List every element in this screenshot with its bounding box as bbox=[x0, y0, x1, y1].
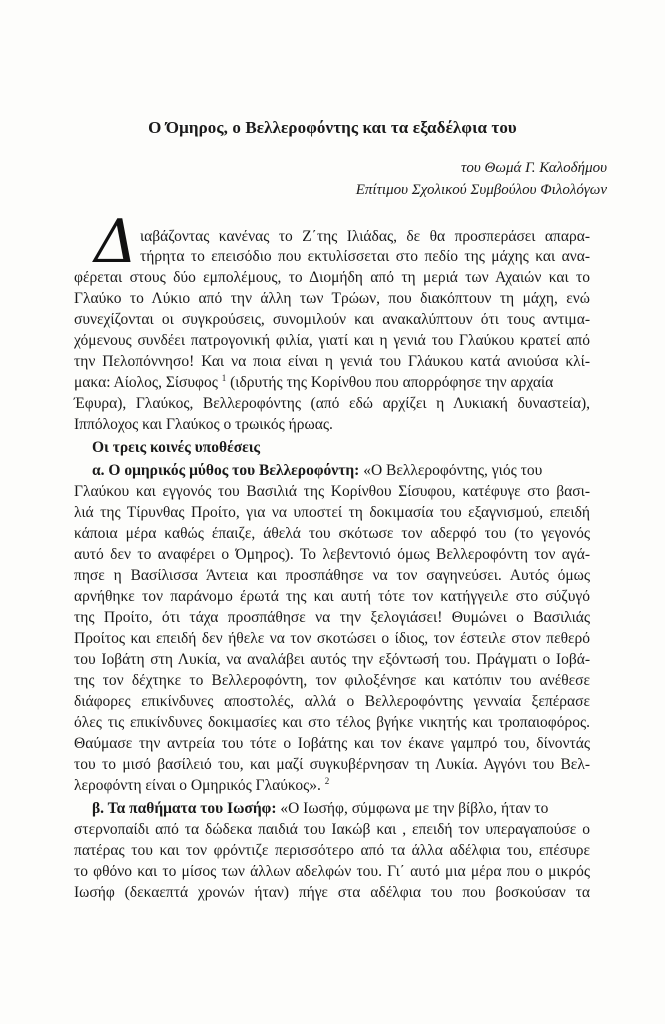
body-line: Προίτος και επειδή δεν ήθελε να τον σκοτώσει ο ίδιος, τον έστειλε στον πεθερό bbox=[74, 630, 590, 647]
body-line: την Πελοπόννησο! Και να ποια είναι η γενιά του Γλάυκου κατά ανιούσα κλί- bbox=[74, 353, 590, 370]
footnote-ref: 2 bbox=[324, 775, 330, 786]
body-line: κάποια μέρα καθώς έπαιζε, άθελά του σκότωσε τον αδερφό του (το γεγονός bbox=[74, 525, 590, 542]
body-line: της Προίτο, ότι τάχα προσπάθησε να την ξελογιάσει! Θυμώνει ο Βασιλιάς bbox=[74, 609, 590, 626]
body-text: (ιδρυτής της Κορίνθου που απορρόφησε την αρχαία bbox=[230, 374, 554, 391]
body-line: διάφορες επικίνδυνες αποστολές, αλλά ο Βελλεροφόντης γενναία ξεπέρασε bbox=[74, 693, 590, 710]
body-line: του το μισό βασίλειό του, και μαζί συγκυβέρνησαν τη Λυκία. Αγγόνι του Βελ- bbox=[74, 756, 590, 773]
body-line: αρνήθηκε τον παράνομο έρωτά της και αυτή τότε τον κατήγγειλε στο σύζυγό bbox=[74, 588, 590, 605]
body-line: τήρητα το επεισόδιο που εκτυλίσσεται στο πεδίο της μάχης και ανα- bbox=[140, 248, 590, 265]
section-a-label: α. Ο ομηρικός μύθος του Βελλεροφόντη: bbox=[92, 462, 360, 479]
section-heading: Οι τρεις κοινές υποθέσεις bbox=[92, 439, 261, 456]
body-line: πησε η Βασίλισσα Άντεια και προσπάθησε να τον σαγηνεύσει. Αυτός όμως bbox=[74, 567, 590, 584]
section-a-first-line bbox=[92, 461, 590, 481]
article-title: Ο Όμηρος, ο Βελλεροφόντης και τα εξαδέλφια του bbox=[148, 118, 517, 137]
section-b-label: β. Τα παθήματα του Ιωσήφ: bbox=[92, 800, 277, 817]
body-line: Ιωσήφ (δεκαεπτά χρονών ήταν) πήγε στα αδέλφια του που βοσκούσαν τα bbox=[74, 884, 590, 901]
body-line: χόμενους συνδέει πατρογονική φιλία, γιατί και η γενιά του Γλαύκου κρατεί από bbox=[74, 332, 590, 349]
author-role: Επίτιμου Σχολικού Συμβούλου Φιλολόγων bbox=[355, 182, 607, 198]
body-line: λιά της Τίρυνθας Προίτο, για να υποστεί τη δοκιμασία του εξαγνισμού, επειδή bbox=[74, 504, 590, 521]
body-line: της τον δέχτηκε το Βελλεροφόντη, τον φιλοξένησε και κατόπιν του ανέθεσε bbox=[74, 672, 590, 689]
section-b-first-line bbox=[92, 799, 590, 819]
body-text: «Ο Ιωσήφ, σύμφωνα με την βίβλο, ήταν το bbox=[280, 800, 549, 817]
body-line: στερνοπαίδι από τα δώδεκα παιδιά του Ιακώβ και , επειδή τον υπεραγαπούσε ο bbox=[74, 821, 590, 838]
body-text: «Ο Βελλεροφόντης, γιός του bbox=[363, 462, 543, 479]
body-line: το φθόνο και το μίσος των άλλων αδελφών του. Γι΄ αυτό μια μέρα που ο μικρός bbox=[74, 863, 590, 880]
body-line: αυτό δεν το αναφέρει ο Όμηρος). Το λεβεντονιό όμως Βελλεροφόντη τον αγά- bbox=[74, 546, 590, 563]
body-line: ιαβάζοντας κανένας το Ζ΄της Ιλιάδας, δε θα προσπεράσει απαρα- bbox=[140, 228, 590, 245]
drop-cap: Δ bbox=[94, 207, 138, 277]
body-text: μακα: Αίολος, Σίσυφος bbox=[74, 374, 218, 391]
body-text: λεροφόντη είναι ο Ομηρικός Γλαύκος». bbox=[74, 777, 321, 794]
body-line: Γλαύκο το Λύκιο από την άλλη των Τρώων, που διακόπτουν τη μάχη, ενώ bbox=[74, 290, 590, 307]
footnote-ref: 1 bbox=[221, 372, 227, 383]
body-line: του Ιοβάτη στη Λυκία, να αναλάβει αυτός την εξόντωσή του. Πράγματι ο Ιοβά- bbox=[74, 651, 590, 668]
author-name: του Θωμά Γ. Καλοδήμου bbox=[461, 160, 607, 176]
body-line: πατέρας του και τον φρόντιζε περισσότερο από τα άλλα αδέλφια του, επέσυρε bbox=[74, 842, 590, 859]
body-line-with-footnote bbox=[74, 373, 590, 393]
body-line: Γλαύκου και εγγονός του Βασιλιά της Κορίνθου Σίσυφου, κατέφυγε στο βασι- bbox=[74, 483, 590, 500]
body-line: όλες τις επικίνδυνες δοκιμασίες και στο τέλος βγήκε νικητής και τροπαιοφόρος. bbox=[74, 714, 590, 731]
body-line: Θαύμασε την αντρεία του τότε ο Ιοβάτης και τον έκανε γαμπρό του, δίνοντάς bbox=[74, 735, 590, 752]
body-line: φέρεται στους δύο εμπολέμους, το Διομήδη από τη μεριά των Αχαιών και το bbox=[74, 269, 590, 286]
body-line-with-footnote bbox=[74, 776, 590, 796]
body-line: συνεχίζονται οι συγκρούσεις, συνομιλούν και ανακαλύπτουν ότι τους αντιμα- bbox=[74, 311, 590, 328]
body-line: Έφυρα), Γλαύκος, Βελλεροφόντης (από εδώ αρχίζει η Λυκιακή δυναστεία), bbox=[74, 395, 590, 412]
body-line: Ιππόλοχος και Γλαύκος ο τρωικός ήρωας. bbox=[74, 416, 333, 433]
